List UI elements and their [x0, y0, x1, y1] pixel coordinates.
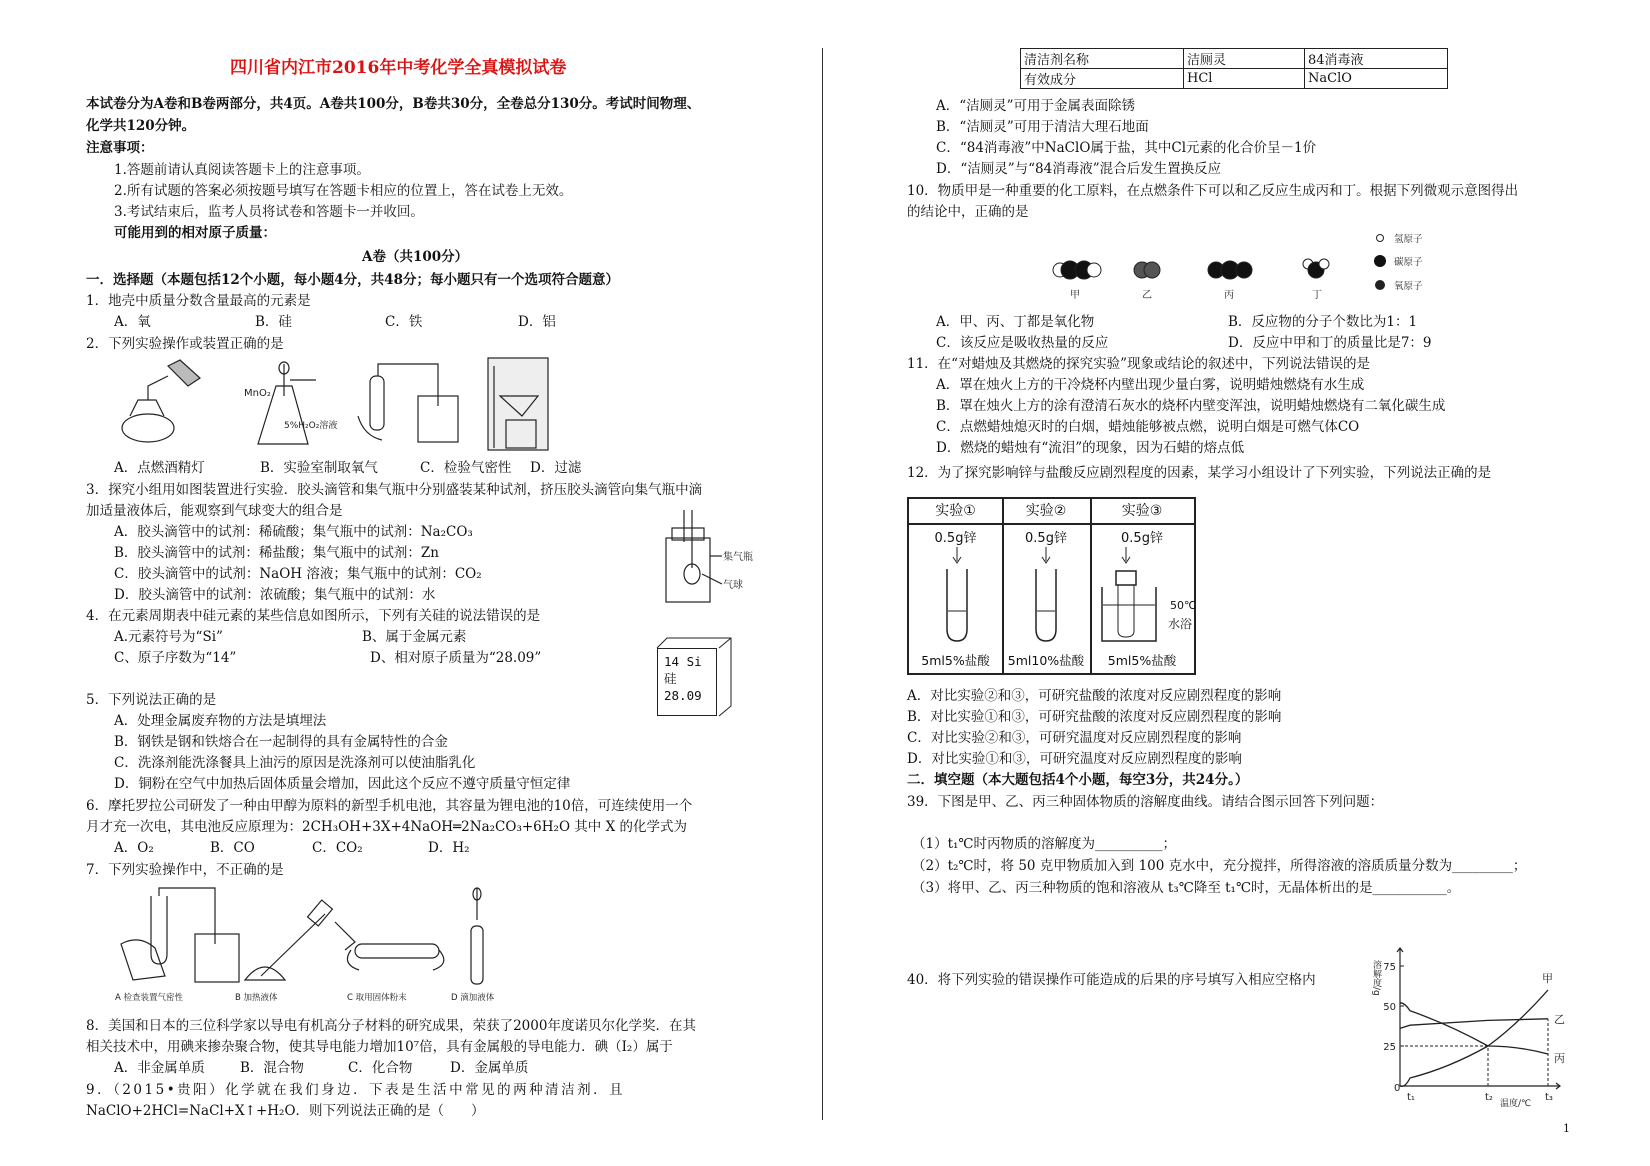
option: B．实验室制取氧气: [260, 460, 378, 476]
molecule-diagram: [1040, 228, 1600, 308]
molecule-bing: [1208, 261, 1252, 279]
q7-operations-figure: [115, 884, 535, 1004]
x-tick-label: t₁: [1407, 1092, 1415, 1103]
cleaner-table: [1020, 48, 1448, 89]
table-cell: 洁厕灵: [1184, 49, 1305, 69]
molecule-yi: [1134, 262, 1160, 278]
y-tick-label: 25: [1383, 1042, 1396, 1053]
question-7: 7．下列实验操作中，不正确的是: [86, 862, 284, 878]
option: A．非金属单质: [114, 1060, 205, 1076]
question-39: 39．下图是甲、乙、丙三种固体物质的溶解度曲线。请结合图示回答下列问题：: [907, 794, 1384, 810]
option: A．点燃酒精灯: [114, 460, 205, 476]
page-title: 四川省内江市2016年中考化学全真模拟试卷: [230, 58, 567, 78]
question-8: 8．美国和日本的三位科学家以导电有机高分子材料的研究成果，荣获了2000年度诺贝尔化学奖．在其: [86, 1018, 696, 1034]
experiment-1: [909, 499, 1004, 673]
option: D．铜粉在空气中加热后固体质量会增加，因此这个反应不遵守质量守恒定律: [114, 776, 571, 792]
question-10: 的结论中，正确的是: [907, 204, 1029, 220]
bath-label: 水浴: [1168, 617, 1193, 631]
series-label: 丙: [1554, 1052, 1565, 1065]
bath-temp: 50℃: [1170, 599, 1197, 612]
option: A．处理金属废弃物的方法是填埋法: [114, 713, 327, 729]
option: D、相对原子质量为“28.09”: [370, 650, 542, 666]
question-6: 月才充一次电，其电池反应原理为：2CH₃OH+3X+4NaOH═2Na₂CO₃+6H₂O 其中 X 的化学式为: [86, 819, 687, 835]
q7-label-a: A 检查装置气密性: [115, 993, 184, 1003]
option: D．H₂: [428, 840, 470, 856]
legend-carbon: 碳原子: [1394, 257, 1423, 268]
option: B．对比实验①和③，可研究盐酸的浓度对反应剧烈程度的影响: [907, 709, 1282, 725]
option: C．检验气密性: [420, 460, 512, 476]
option: C．铁: [385, 314, 423, 330]
molecule-jia: [1053, 261, 1101, 279]
option: A．甲、丙、丁都是氧化物: [936, 314, 1095, 330]
si-symbol: 14 Si: [664, 654, 702, 669]
x-tick-label: t₃: [1545, 1092, 1553, 1103]
table-cell: 84消毒液: [1305, 49, 1448, 69]
legend-hydrogen: 氢原子: [1394, 234, 1423, 245]
hydrogen-atom-icon: [1377, 235, 1384, 242]
option: B、属于金属元素: [362, 629, 467, 645]
q7-label-d: D 滴加液体: [451, 993, 495, 1003]
option: C．点燃蜡烛熄灭时的白烟，蜡烛能够被点燃，说明白烟是可燃气体CO: [936, 419, 1360, 435]
experiment-head: 实验①: [909, 499, 1002, 525]
option: D．反应中甲和丁的质量比是7：9: [1228, 335, 1432, 351]
si-name: 硅: [664, 671, 677, 686]
balloon-label: 气球: [723, 580, 743, 591]
notice-title: 注意事项：: [86, 140, 154, 156]
option: C．对比实验②和③，可研究温度对反应剧烈程度的影响: [907, 730, 1242, 746]
option: A．胶头滴管中的试剂：稀硫酸；集气瓶中的试剂：Na₂CO₃: [114, 524, 473, 540]
option: A．“洁厕灵”可用于金属表面除锈: [936, 98, 1136, 114]
question-11: 11．在“对蜡烛及其燃烧的探究实验”现象或结论的叙述中，下列说法错误的是: [907, 356, 1370, 372]
experiment-3: [1090, 499, 1197, 673]
section-a-heading: A卷（共100分）: [362, 249, 469, 265]
question-9: NaClO+2HCl=NaCl+X↑+H₂O．则下列说法正确的是（ ）: [86, 1103, 485, 1119]
table-cell: HCl: [1184, 69, 1305, 89]
question-39-part: （1）t₁℃时丙物质的溶解度为__________；: [912, 836, 1177, 852]
question-4: 4．在元素周期表中硅元素的某些信息如图所示，下列有关硅的说法错误的是: [86, 608, 541, 624]
option: D．铝: [518, 314, 556, 330]
option: D．“洁厕灵”与“84消毒液”混合后发生置换反应: [936, 161, 1222, 177]
table-cell: NaClO: [1305, 69, 1448, 89]
question-39-part: （3）将甲、乙、丙三种物质的饱和溶液从 t₃℃降至 t₁℃时，无晶体析出的是___________。: [912, 880, 1461, 896]
legend-oxygen: 氧原子: [1394, 281, 1423, 292]
silicon-element-card: [657, 648, 717, 716]
series-label: 甲: [1542, 972, 1553, 985]
x-tick-label: t₂: [1485, 1092, 1493, 1103]
option: D．金属单质: [450, 1060, 529, 1076]
test-tube-drawing: [937, 547, 977, 647]
origin-label: 0: [1394, 1083, 1401, 1094]
option: C．化合物: [348, 1060, 413, 1076]
molecule-label: 甲: [1070, 290, 1080, 301]
option: B．反应物的分子个数比为1：1: [1228, 314, 1418, 330]
solubility-chart: [1370, 938, 1570, 1108]
intro-line-1: 本试卷分为A卷和B卷两部分，共4页。A卷共100分，B卷共30分，全卷总分130分。考试时间物理、: [86, 96, 701, 112]
table-cell: 清洁剂名称: [1021, 49, 1184, 69]
series-label: 乙: [1554, 1012, 1565, 1026]
experiment-zinc: 0.5g锌: [1121, 531, 1163, 546]
option: C．“84消毒液”中NaClO属于盐，其中Cl元素的化合价呈－1价: [936, 140, 1317, 156]
page-number: 1: [1563, 1122, 1570, 1135]
section-2-heading: 二．填空题（本大题包括4个小题，每空3分，共24分。）: [907, 772, 1249, 788]
experiment-acid: 5ml5%盐酸: [921, 653, 990, 668]
question-12: 12．为了探究影响锌与盐酸反应剧烈程度的因素，某学习小组设计了下列实验，下列说法正确的是: [907, 465, 1492, 481]
option: C．洗涤剂能洗涤餐具上油污的原因是洗涤剂可以使油脂乳化: [114, 755, 476, 771]
question-10: 10．物质甲是一种重要的化工原料，在点燃条件下可以和乙反应生成丙和丁。根据下列微观示意图得出: [907, 183, 1519, 199]
option: C、原子序数为“14”: [114, 650, 237, 666]
notice-item: 2.所有试题的答案必须按题号填写在答题卡相应的位置上，答在试卷上无效。: [114, 183, 573, 199]
option: D．燃烧的蜡烛有“流泪”的现象，因为石蜡的熔点低: [936, 440, 1245, 456]
option: A．对比实验②和③，可研究盐酸的浓度对反应剧烈程度的影响: [907, 688, 1282, 704]
test-tube-drawing: [1026, 547, 1066, 647]
carbon-atom-icon: [1374, 255, 1386, 267]
q2-apparatus-figure: [108, 356, 578, 456]
table-row: [1021, 69, 1448, 89]
experiment-2: [1002, 499, 1092, 673]
notice-item: 3.考试结束后，监考人员将试卷和答题卡一并收回。: [114, 204, 424, 220]
section-1-heading: 一．选择题（本题包括12个小题，每小题4分，共48分；每小题只有一个选项符合题意）: [86, 272, 619, 288]
series-line-乙: [1400, 1019, 1548, 1029]
question-6: 6．摩托罗拉公司研发了一种由甲醇为原料的新型手机电池，其容量为锂电池的10倍，可连续使用一个: [86, 798, 693, 814]
question-39-part: （2）t₂℃时，将 50 克甲物质加入到 100 克水中，充分搅拌，所得溶液的溶质质量分数为_________；: [912, 858, 1527, 874]
option: C．胶头滴管中的试剂：NaOH 溶液；集气瓶中的试剂：CO₂: [114, 566, 482, 582]
molecule-label: 乙: [1142, 290, 1152, 301]
molecule-ding: [1303, 259, 1329, 278]
intro-line-2: 化学共120分钟。: [86, 118, 196, 134]
filtration-drawing: [488, 358, 548, 450]
option: D．对比实验①和③，可研究温度对反应剧烈程度的影响: [907, 751, 1242, 767]
q7-label-b: B 加热液体: [235, 993, 278, 1003]
option: D．胶头滴管中的试剂：浓硫酸；集气瓶中的试剂：水: [114, 587, 436, 603]
si-mass: 28.09: [664, 688, 702, 703]
molecule-label: 丁: [1312, 290, 1322, 301]
option: B．混合物: [240, 1060, 304, 1076]
experiment-head: 实验②: [1002, 499, 1090, 525]
x-axis-label: 温度/℃: [1500, 1099, 1532, 1108]
experiment-zinc: 0.5g锌: [934, 531, 977, 546]
atomic-mass-heading: 可能用到的相对原子质量：: [114, 225, 276, 241]
question-5: 5．下列说法正确的是: [86, 692, 217, 708]
option: B．胶头滴管中的试剂：稀盐酸；集气瓶中的试剂：Zn: [114, 545, 439, 561]
q2-mno2-label: MnO₂: [244, 388, 271, 399]
option: A．氧: [114, 314, 151, 330]
experiment-zinc: 0.5g锌: [1025, 531, 1067, 546]
question-3: 3．探究小组用如图装置进行实验．胶头滴管和集气瓶中分别盛装某种试剂，挤压胶头滴管向集气瓶中滴: [86, 482, 703, 498]
gas-jar-label: 集气瓶: [723, 552, 753, 563]
experiment-acid: 5ml5%盐酸: [1107, 653, 1177, 668]
q2-h2o2-label: 5%H₂O₂溶液: [284, 421, 338, 431]
question-2: 2．下列实验操作或装置正确的是: [86, 336, 284, 352]
y-axis-label: 溶解度/g: [1371, 960, 1381, 996]
experiment-head: 实验③: [1090, 499, 1194, 525]
gas-jar-figure: [660, 508, 760, 608]
experiment-table: [907, 497, 1196, 675]
water-bath-drawing: [1096, 547, 1168, 647]
q7-label-c: C 取用固体粉末: [347, 993, 407, 1003]
question-1: 1．地壳中质量分数含量最高的元素是: [86, 293, 311, 309]
option: A．罩在烛火上方的干冷烧杯内壁出现少量白雾，说明蜡烛燃烧有水生成: [936, 377, 1365, 393]
option: B．“洁厕灵”可用于清洁大理石地面: [936, 119, 1149, 135]
option: B．硅: [255, 314, 292, 330]
option: A.元素符号为“Si”: [114, 629, 223, 645]
y-tick-label: 75: [1383, 962, 1396, 973]
question-3: 加适量液体后，能观察到气球变大的组合是: [86, 503, 343, 519]
y-tick-label: 50: [1383, 1002, 1396, 1013]
question-40: 40．将下列实验的错误操作可能造成的后果的序号填写入相应空格内: [907, 972, 1316, 988]
option: B．钢铁是钢和铁熔合在一起制得的具有金属特性的合金: [114, 734, 448, 750]
option: B．CO: [210, 840, 255, 856]
airtightness-drawing: [358, 364, 458, 442]
option: C．CO₂: [312, 840, 363, 856]
option: C．该反应是吸收热量的反应: [936, 335, 1109, 351]
alcohol-lamp-drawing: [122, 360, 200, 442]
table-row: [1021, 49, 1448, 69]
option: D．过滤: [530, 460, 582, 476]
oxygen-apparatus-drawing: [258, 362, 316, 444]
question-9: 9．（2015•贵阳）化学就在我们身边．下表是生活中常见的两种清洁剂．且: [86, 1082, 626, 1098]
option: B．罩在烛火上方的涂有澄清石灰水的烧杯内壁变浑浊，说明蜡烛燃烧有二氧化碳生成: [936, 398, 1446, 414]
column-divider: [822, 48, 823, 1120]
table-cell: 有效成分: [1021, 69, 1184, 89]
molecule-label: 丙: [1224, 290, 1234, 301]
notice-item: 1.答题前请认真阅读答题卡上的注意事项。: [114, 162, 370, 178]
question-8: 相关技术中，用碘来掺杂聚合物，使其导电能力增加10⁷倍，具有金属般的导电能力．碘（I₂）属于: [86, 1039, 673, 1055]
option: A．O₂: [114, 840, 154, 856]
experiment-acid: 5ml10%盐酸: [1007, 653, 1085, 668]
oxygen-atom-icon: [1375, 280, 1385, 290]
